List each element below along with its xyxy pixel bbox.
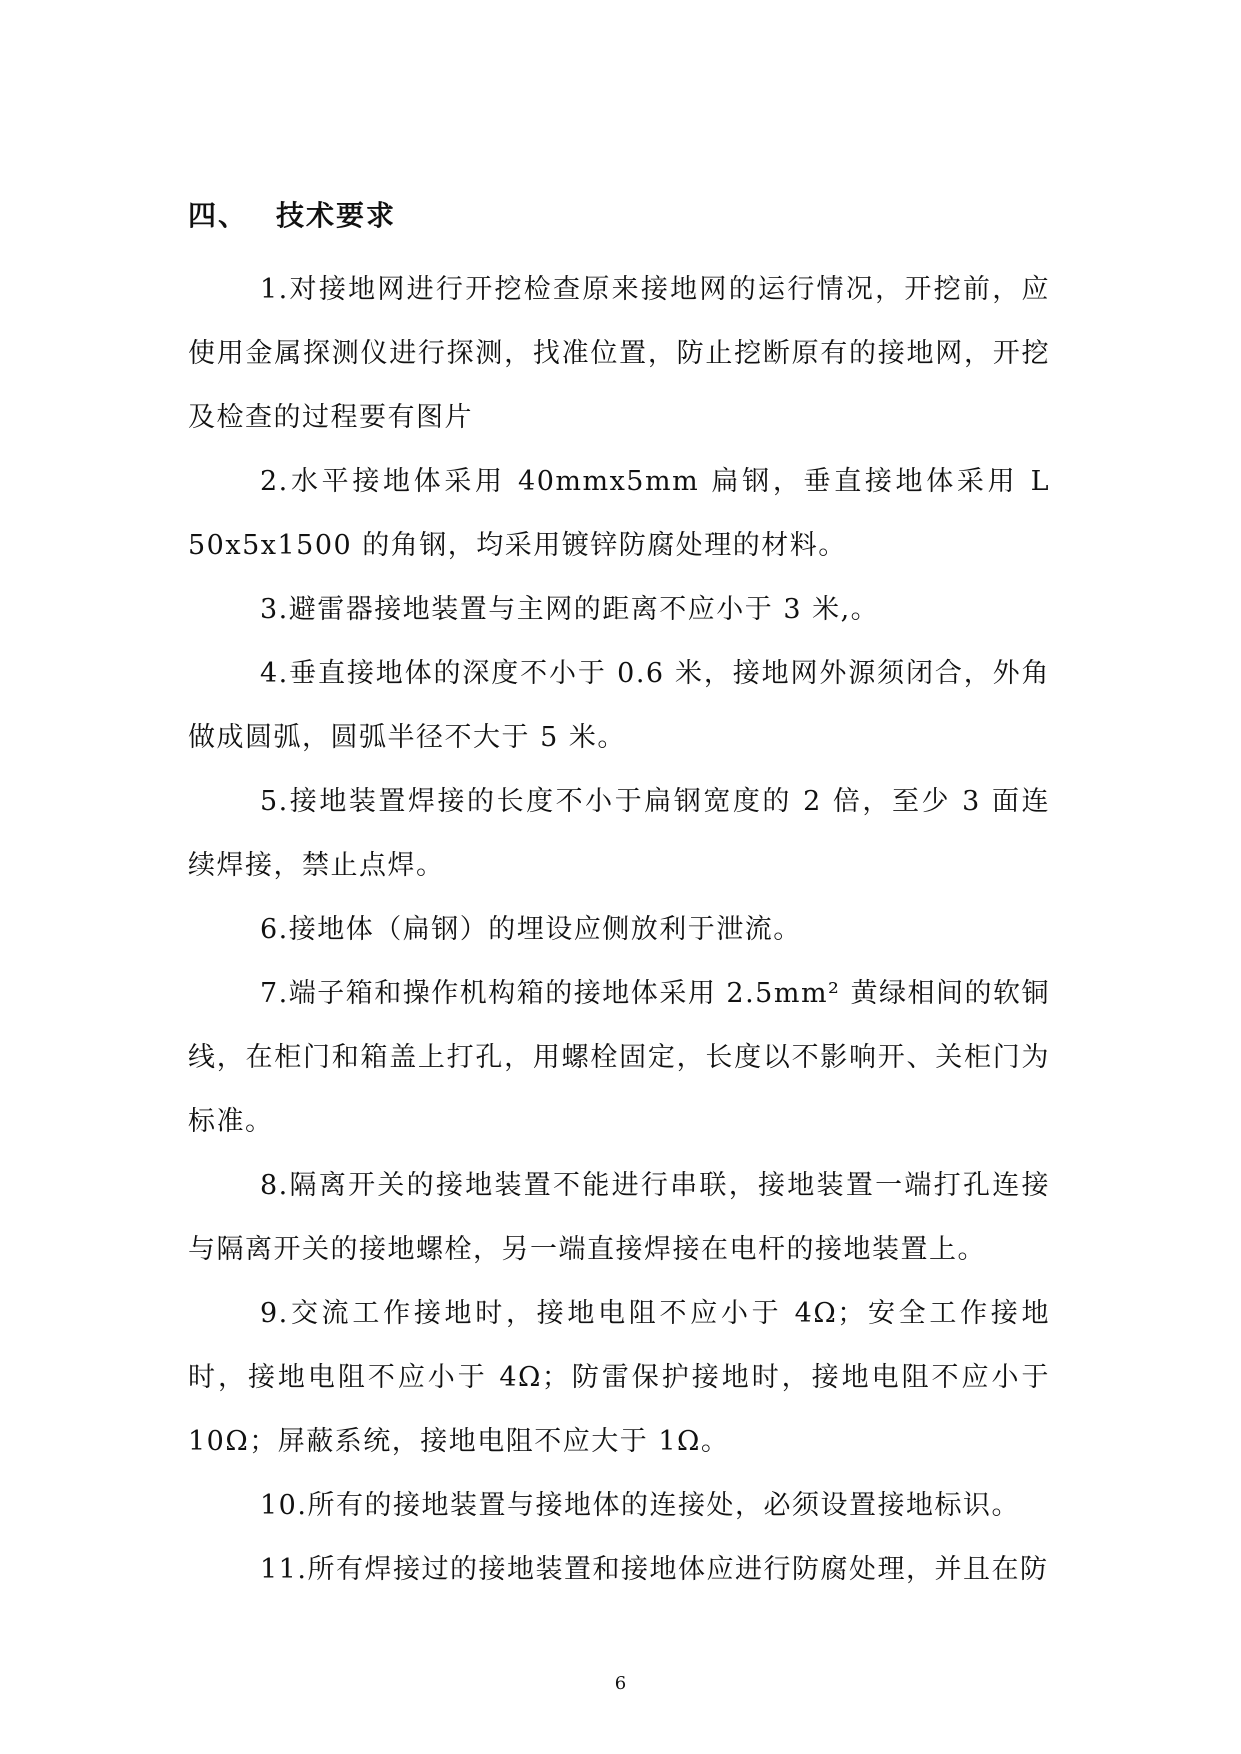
requirement-item-6: 6.接地体（扁钢）的埋设应侧放利于泄流。 bbox=[260, 914, 802, 945]
page-number: 6 bbox=[614, 1673, 627, 1694]
section-number: 四、 bbox=[188, 199, 249, 232]
requirement-item-4: 4.垂直接地体的深度不小于 0.6 米，接地网外源须闭合，外角做成圆弧，圆弧半径不大于 5 米。 bbox=[188, 658, 1050, 753]
section-heading bbox=[188, 196, 396, 236]
requirement-item-7: 7.端子箱和操作机构箱的接地体采用 2.5mm² 黄绿相间的软铜线，在柜门和箱盖上打孔，用螺栓固定，长度以不影响开、关柜门为标准。 bbox=[188, 978, 1050, 1137]
requirement-item-8: 8.隔离开关的接地装置不能进行串联，接地装置一端打孔连接与隔离开关的接地螺栓，另一端直接焊接在电杆的接地装置上。 bbox=[188, 1170, 1050, 1265]
requirements-list bbox=[188, 258, 1050, 1602]
requirement-item-1: 1.对接地网进行开挖检查原来接地网的运行情况，开挖前，应使用金属探测仪进行探测，找准位置，防止挖断原有的接地网，开挖及检查的过程要有图片 bbox=[188, 274, 1050, 433]
section-title: 技术要求 bbox=[276, 199, 397, 232]
requirement-item-11: 11.所有焊接过的接地装置和接地体应进行防腐处理，并且在防 bbox=[260, 1554, 1049, 1585]
requirement-item-2: 2.水平接地体采用 40mmx5mm 扁钢，垂直接地体采用 L 50x5x1500 的角钢，均采用镀锌防腐处理的材料。 bbox=[188, 466, 1050, 561]
requirement-item-10: 10.所有的接地装置与接地体的连接处，必须设置接地标识。 bbox=[260, 1490, 1020, 1521]
requirement-item-9: 9.交流工作接地时，接地电阻不应小于 4Ω；安全工作接地时，接地电阻不应小于 4Ω；防雷保护接地时，接地电阻不应小于 10Ω；屏蔽系统，接地电阻不应大于 1Ω。 bbox=[188, 1298, 1050, 1457]
requirement-item-3: 3.避雷器接地装置与主网的距离不应小于 3 米,。 bbox=[260, 594, 880, 625]
requirement-item-5: 5.接地装置焊接的长度不小于扁钢宽度的 2 倍，至少 3 面连续焊接，禁止点焊。 bbox=[188, 786, 1050, 881]
